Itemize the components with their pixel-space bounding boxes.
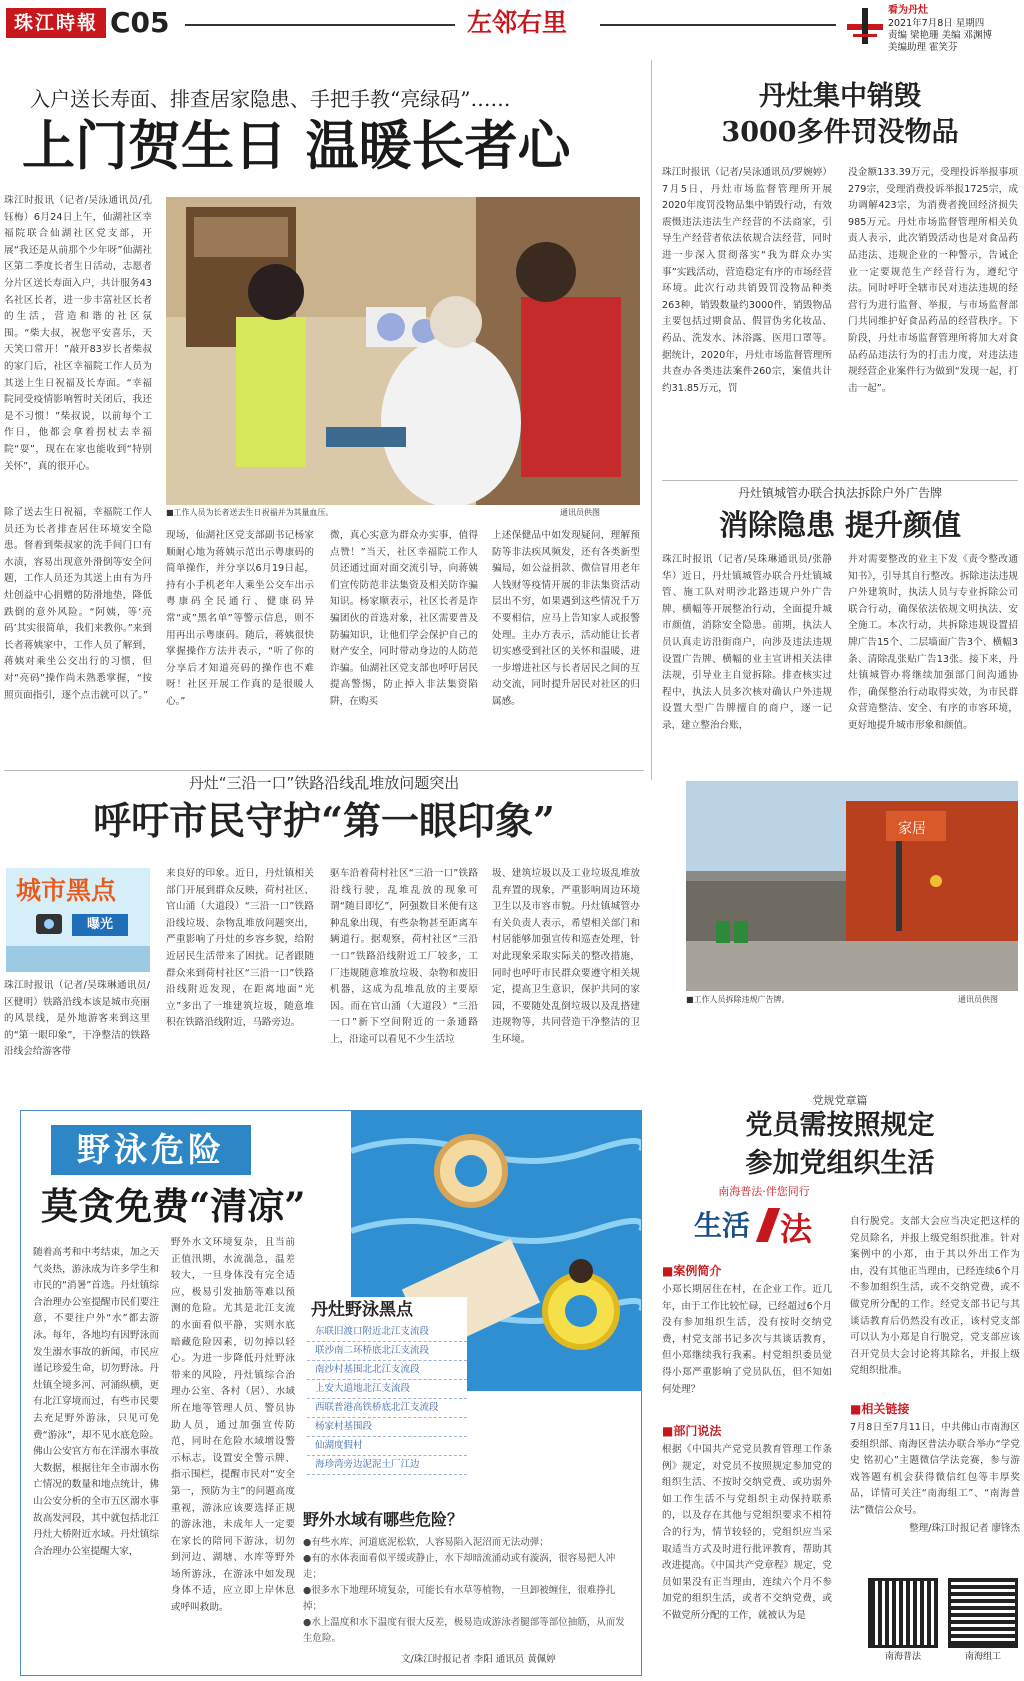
hotspot-item: 西联普港高铁桥底北江支流段	[307, 1399, 467, 1418]
section-name: 左邻右里	[467, 8, 568, 37]
date-line: 2021年7月8日 星期四	[888, 18, 985, 29]
life-law-word2: 法	[780, 1210, 813, 1248]
editor-line: 责编 梁艳珊 美编 邓渊博	[888, 30, 993, 41]
story6-title-line2: 参加党组织生活	[745, 1148, 935, 1179]
danger-item: ●很多水下地理环境复杂，可能长有水草等植物，一旦卸被缠住，很难挣扎掉；	[303, 1585, 616, 1612]
story3-title: 消除隐患 提升颜值	[718, 508, 962, 542]
brand-text: 看为丹灶	[888, 5, 928, 16]
story5-byline: 文/珠江时报记者 李阳 通讯员 黄佩婷	[401, 1654, 556, 1665]
story1-photo	[166, 197, 640, 505]
page-number: C05	[110, 6, 170, 39]
link-body: 7月8日至7月11日，中共佛山市南海区委组织部、南海区普法办联合举办“学党史 铭初心”主题微信学法竞赛，参与游戏答题有机会获得微信红包等丰厚奖品，详情可关注“南海组工”、“南海普法”微信公众号。	[850, 1422, 1020, 1516]
column-divider	[651, 60, 652, 780]
hotspot-list	[307, 1323, 467, 1475]
hotspot-item: 上安大道地北江支流段	[307, 1380, 467, 1399]
story2-title-line2: 3000多件罚没物品	[721, 117, 959, 148]
story2-col1: 珠江时报讯（记者/吴泳通讯员/罗婉婷）7月5日，丹灶市场监督管理所开展2020年度罚没物品集中销毁行动，有效震慑违法违法生产经营的不法商家，引导生产经营者依法依规合法经营，同时进一步深入贯彻落实“我为群众办实事”实践活动，营造稳定有序的市场经营环境。此次行动共销毁罚没物品种类263种，销毁数量约3000件，销毁物品主要包括过期食品、假冒伪劣化妆品、药品、洗发水、沐浴露、医用口罩等。据统计，2020年，丹灶市场监督管理所共查办各类违法案件260宗，案值共计约31.85万元，罚	[662, 167, 832, 394]
qr-code-icon[interactable]	[948, 1578, 1018, 1648]
story3-shop-sign: 家居	[898, 821, 926, 837]
story4-col1: 来良好的印象。近日，丹灶镇相关部门开展到群众反映，荷村社区、官山涌（大道段）“三沿一口”铁路沿线垃圾、杂物乱堆放问题突出，严重影响了丹灶的乡容乡貌，给附近居民生活带来了困扰。记者跟随群众来到荷村社区“三沿一口”铁路沿线附近发现，在距离地面“光立”多出了一堆建筑垃圾，随意堆积在铁路沿线附近，马路旁边。	[166, 868, 314, 1029]
skyline-graphic	[6, 946, 150, 972]
danger-item: ●有的水体表面看似平缓或静止，水下却暗流涌动或有漩涡，很容易把人冲走；	[303, 1553, 616, 1580]
hotspot-item: 海珍湾旁边泥泥土厂江边	[307, 1456, 467, 1475]
story3-photo	[686, 781, 1018, 991]
header-rule-left	[185, 24, 455, 26]
story3-kicker: 丹灶镇城管办联合执法拆除户外广告牌	[737, 486, 942, 500]
case-title: ■案例简介	[662, 1264, 722, 1278]
danger-title: 野外水域有哪些危险？	[303, 1510, 464, 1529]
story5-col1: 随着高考和中考结束，加之天气炎热，游泳成为许多学生和市民的“消暑”首选。丹灶镇综合治理办公室提醒市民们要注意，不要往户外“水”都去游泳。每年，各地均有因野泳而发生溺水事故的新闻，市民应谨记珍爱生命，切勿野泳。丹灶镇全境多河、河涌纵横，更有北江穿境而过，有些市民要去充足野外游泳，只见可免费“游泳”，却不见水底危险。佛山公安官方布在洋溺水事故大数据，根据往年全市溺水伤亡情况的数量和地点统计，佛山公安分析的全市五区溺水事故高发河段，其中就包括北江丹灶大桥附近水域。丹灶镇综合治理办公室提醒大家，	[33, 1247, 159, 1557]
law-body: 根据《中国共产党党员教育管理工作条例》规定，对党员不按照规定参加党的组织生活、不按时交纳党费、或功弱外如工作生活不与党组织主动保持联系的，以及存在其他与党组织要求不相符合的行为，情节较轻的，党组织应当采取适当方式及时进行批评教育，帮助其改进提高。《中国共产党章程》规定，党员如果没有正当理由，连续六个月不参加党的组织生活，或者不交纳党费，或不做党所分配的工作，就被认为是	[662, 1444, 832, 1621]
story3-col2: 并对需要整改的业主下发《责令整改通知书》，引导其自行整改。拆除违法违规户外建筑时，执法人员与专业拆除公司联合行动，确保依法依规文明执法、安全施工。本次行动，共拆除违规设置招牌广告15个、二层墙面广告3个、横幅3条、清除乱张贴广告13张。接下来，丹灶镇城管办将继续加强部门间沟通协作，确保整治行动取得实效，为市民群众营造整洁、安全、有序的市容环境，更好地提升城市形象和颜值。	[848, 554, 1018, 731]
story6-title-line1: 党员需按照规定	[745, 1110, 935, 1141]
story3-photo-caption: ■工作人员拆除违规广告牌。	[686, 995, 790, 1004]
story2-title-line1: 丹灶集中销毁	[759, 81, 921, 112]
story4-col3: 圾、建筑垃圾以及工业垃圾乱堆放乱弃置的现象，严重影响周边环境卫生以及市容市貌。丹灶镇城管办有关负责人表示，希望相关部门和村居能够加强宣传和巡查处理，针对此现象采取实际关的整改措施，同时也呼吁市民群众要遵守相关规定，提高卫生意识，保护共同的家园，不要随处乱倒垃圾以及乱搭建违规物等，共同营造干净整洁的卫生环境。	[492, 868, 640, 1045]
life-law-word1: 生活	[694, 1209, 751, 1242]
story6-kicker: 党规党章篇	[812, 1094, 868, 1107]
city-blackspot-badge	[6, 868, 150, 972]
law-title: ■部门说法	[662, 1424, 722, 1438]
assistant-line: 美编助理 霍笑芬	[888, 42, 958, 53]
hotspot-title: 丹灶野泳黑点	[311, 1300, 413, 1320]
story5-col2: 野外水文环境复杂，且当前正值汛期，水流湍急，温差较大，一旦身体没有完全适应，极易引发抽筋等难以预测的危险。尤其是北江支流的水面看似平静，实则水底暗藏危险因素，切勿掉以轻心。为进一步降低丹灶野泳带来的风险，丹灶镇综合治理办公室、各村（居）、水域所在地等管理人员、警员协助人员，通过加强宣传防范，同时在危险水域增设警示标志，设置安全警示牌、指示围栏，提醒市民对“安全第一，预防为主”的问题高度重视，游泳应该要选择正规的游泳池，未成年人一定要在家长的陪同下游泳，切勿到河边、湖塘、水库等野外场所游泳，在游泳中如发现身体不适，应立即上岸休息或呼叫救助。	[171, 1237, 295, 1614]
story5-panel	[20, 1110, 642, 1676]
qr-code-icon[interactable]	[868, 1578, 938, 1648]
header-rule-right	[600, 24, 836, 26]
link-sign: 整理/珠江时报记者 廖锋杰	[909, 1523, 1020, 1534]
story1-col2: 现场，仙湖社区党支部副书记杨家顺耐心地为蒋姨示范出示粤康码的简单操作，并分享以6月19日起，持有小手机老年人乘坐公交车出示粤康码全民通行、健康码异常“或”黑名单”等警示信息，则不用再出示粤康码。随后，蒋姨很快掌握操作方法并表示，“听了你的分享后才知道亮码的操作也不难呀！社区开展工作真的是很暖人心。”	[166, 530, 314, 707]
badge-title: 城市黑点	[16, 876, 117, 905]
link-title: ■相关链接	[850, 1402, 910, 1416]
life-law-logo	[684, 1184, 844, 1254]
story4-kicker: 丹灶“三沿一口”铁路沿线乱堆放问题突出	[188, 774, 460, 792]
hotspot-item: 杨家村基围段	[307, 1418, 467, 1437]
hotspot-item: 东联旧渡口附近北江支流段	[307, 1323, 467, 1342]
story5-title: 莫贪免费“清凉”	[41, 1184, 306, 1228]
story5-banner: 野泳危险	[51, 1125, 251, 1175]
hotspot-item: 南沙村基围北北江支流段	[307, 1361, 467, 1380]
danger-item: ●水上温度和水下温度有很大反差，极易造成游泳者腿部等部位抽筋，从而发生危险。	[303, 1617, 625, 1644]
story3-photo-credit: 通讯员供图	[958, 995, 998, 1004]
story6-col2: 自行脱党。支部大会应当决定把这样的党员除名，并报上级党组织批准。针对案例中的小郑，由于其以外出工作为由，没有其他正当理由，已经连续6个月不参加组织生活，或不交纳党费，或不做党所分配的工作。经党支部书记与其谈话教育后仍然没有改正，该村党支部可以认为小郑是自行脱党，党支部应该召开党员大会讨论将其除名，并报上级党组织批准。	[850, 1216, 1020, 1377]
story4-col0: 珠江时报讯（记者/吴珠琳通讯员/区健明）铁路沿线本该是城市亮丽的风景线，是外地游客来到这里的“第一眼印象”，干净整洁的铁路沿线会给游客带	[4, 980, 150, 1058]
story1-col1a: 珠江时报讯（记者/吴泳通讯员/孔钰梅）6月24日上午，仙湖社区幸福院联合仙湖社区党支部，开展“我还是从前那个少年呀”仙湖社区第二季度长者生日活动，志愿者分片区送长寿面入户，共计服务43名社区长者，进一步丰富社区长者的生活，营造和谐的社区氛围。“柴大叔，祝您平安喜乐，天天笑口常开！”敲开83岁长者柴叔的家门后，社区幸福院工作人员为其送上生日祝福及长寿面。“幸福院同受疫情影响暂时关闭后，我还是不习惯！”柴叔说，以前每个工作日，他都会拿着拐杖去幸福院“耍”，现在在家也能收到“特别关怀”，真的很开心。	[4, 195, 152, 472]
story1-photo-credit: 通讯员供图	[560, 508, 600, 517]
danzao-emblem-icon	[845, 6, 885, 48]
story1-col4: 上述保健品中如发现疑问，理解预防等非法疾风频发，还有各类新型骗局，如公益捐款、微信冒用老年人钱财等疫情开展的非法集资活动层出不穷，如果遇到这些情况千万不要相信，应马上告知家人或报警处理。主办方表示，活动能让长者切实感受到社区的关怀和温暖，进一步增进社区与长者居民之间的互动交流，同时提升居民对社区的归属感。	[492, 530, 640, 707]
story4-col2: 驱车沿着荷村社区“三沿一口”铁路沿线行驶，乱堆乱放的现象可谓“随目即忆”，阿强数目米便有这种乱象出现，有些杂物甚至距离车辆道行。据观察，荷村社区“三沿一口”铁路沿线附近工厂较多，工厂违规随意堆放垃圾、杂物和废旧机器，这成为乱堆乱放的主要原因。而在官山涌（大道段）“三沿一口”新下空间附近的一条通路上，沿途可以看见不少生活垃	[330, 868, 478, 1045]
story1-title: 上门贺生日 温暖长者心	[22, 115, 571, 177]
story1-col1b: 除了送去生日祝福，幸福院工作人员还为长者排查居住环境安全隐患。督着到柴叔家的洗手间门口有水渍，容易出现意外滑倒等安全问题，工作人员还为其送上由有为丹灶创益中心捐赠的防滑地垫，降低跌倒的意外风险。“阿姨，等‘亮码’其实很简单，我们来教你。”来到长者蒋姨家中，工作人员了解到，蒋姨对乘坐公交出行的习惯，但对“亮码”操作尚未熟悉掌握，“按照页面指引，逐个点击就可以了。”	[4, 507, 152, 701]
hotspot-item: 仙湖度假村	[307, 1437, 467, 1456]
danger-list	[303, 1535, 633, 1647]
story4-divider	[4, 770, 644, 771]
hotspot-item: 联沙南二环桥底北江支流段	[307, 1342, 467, 1361]
badge-expose-label: 曝光	[72, 914, 128, 936]
story2-divider	[662, 480, 1018, 481]
life-law-tagline: 南海普法·伴您同行	[718, 1185, 810, 1198]
story2-col2: 没金额133.39万元，受理投诉举报事项279宗，受理消费投诉举报1725宗，成功调解423宗，为消费者挽回经济损失985万元。丹灶市场监督管理所相关负责人表示，此次销毁活动也是对食品药品违法、违规企业的一种警示，告诫企业一定要规范生产经营行为，遵纪守法。同时呼吁全辖市民对违法违规的经营行为进行监督、举报，与市场监督部门共同维护好食品药品的经营秩序。下阶段，丹灶市场监督管理所将加大对食品药品违法行为的打击力度，对违法违规经营企业案件行为做到“发现一起，打击一起”。	[848, 167, 1018, 394]
story1-kicker: 入户送长寿面、排查居家隐患、手把手教“亮绿码”……	[30, 87, 511, 111]
paper-logo: 珠江時報	[6, 8, 106, 38]
qr-label: 南海组工	[964, 1652, 1001, 1662]
page-header	[0, 0, 1024, 54]
danger-item: ●有些水库、河道底泥松软，人容易陷入泥沼而无法动弹；	[303, 1537, 549, 1548]
story1-photo-caption: ■工作人员为长者送去生日祝福并为其量血压。	[166, 508, 334, 517]
story4-title: 呼吁市民守护“第一眼印象”	[93, 798, 555, 843]
story3-col1: 珠江时报讯（记者/吴珠琳通讯员/张静华）近日，丹灶镇城管办联合丹灶镇城管、施工队对明沙北路违规户外广告牌、横幅等开展整治行动，全面提升城市颜值，消除安全隐患。前期，执法人员认真走访沿街商户，向涉及违法违规设置广告牌、横幅的业主宣讲相关法律法规，引导业主自觉拆除。排查核实过程中，执法人员多次核对确认户外违规设置大型广告牌擅自的商户，逐一记录，建立整治台账，	[662, 554, 832, 731]
qr-label: 南海普法	[884, 1652, 921, 1662]
case-body: 小郑长期居住在村，在企业工作。近几年，由于工作比较忙碌，已经超过6个月没有参加组织生活，没有按时交纳党费，村党支部书记多次与其谈话教育，但小郑继续我行我素。村党组织委员觉得小郑严重影响了党员队伍，但不知如何处理？	[662, 1284, 832, 1395]
story1-col3: 微，真心实意为群众办实事，值得点赞！”当天，社区幸福院工作人员还通过面对面交流引导，向蒋姨们宣传防范非法集资及相关防诈骗知识。杨家顺表示，社区长者是诈骗团伙的首选对象，社区需要普及防骗知识，让他们学会保护自己的财产安全，同时带动身边的人防范诈骗。仙湖社区党支部也呼吁居民提高警惕，防止掉入非法集资陷阱，在购买	[330, 530, 478, 707]
law-arrow-icon	[756, 1208, 780, 1242]
camera-icon	[36, 914, 62, 934]
